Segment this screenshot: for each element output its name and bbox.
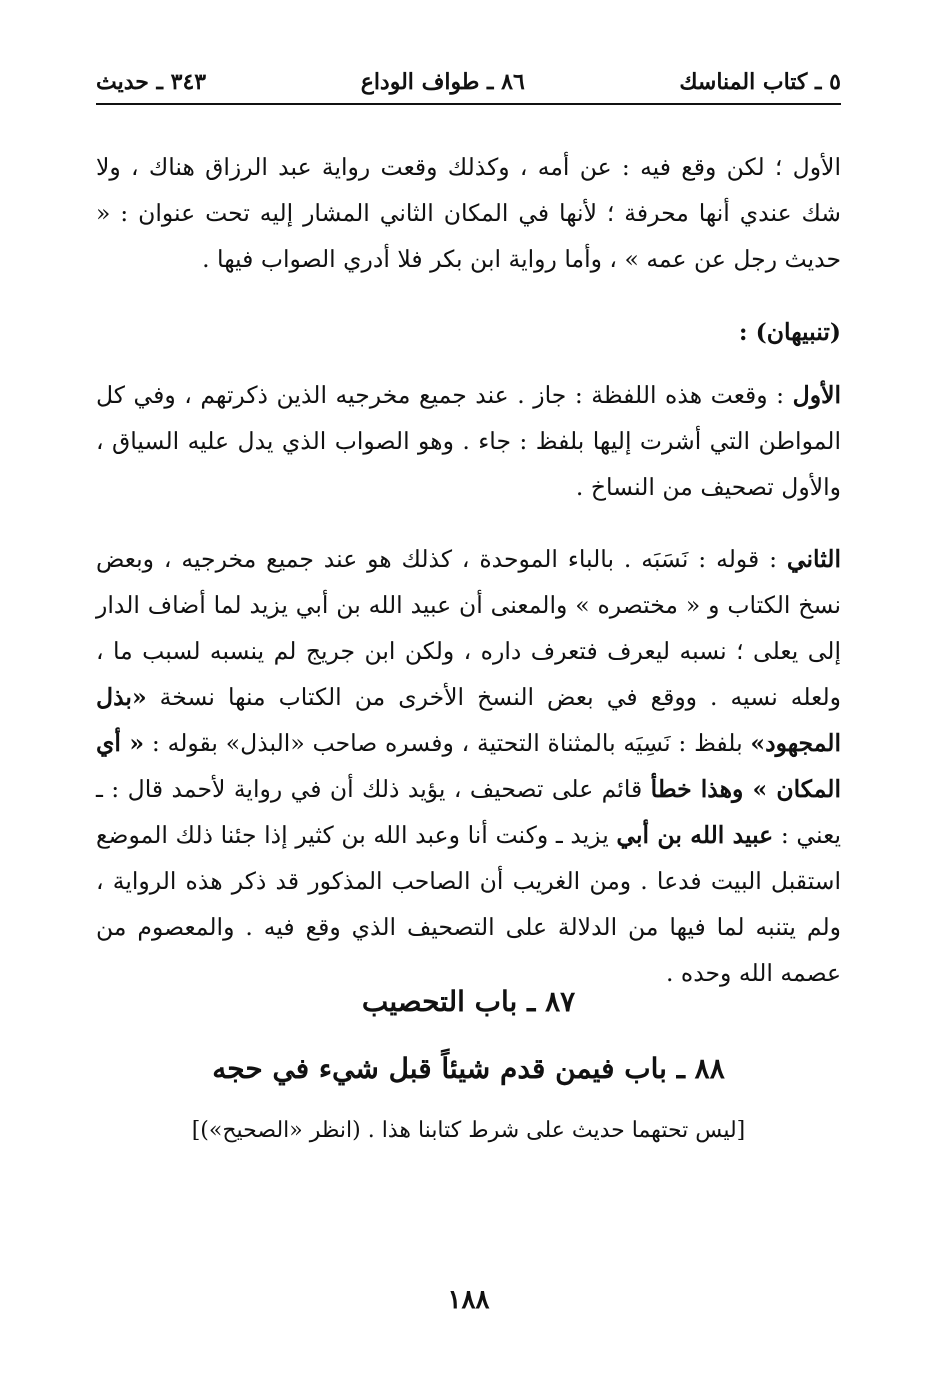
header-chapter-title: ٨٦ ـ طواف الوداع <box>360 69 525 95</box>
chapter-87-heading: ٨٧ ـ باب التحصيب <box>361 985 576 1018</box>
note-second-bold-1: «بذل المجهود» <box>96 682 841 757</box>
note-second-text-1: : قوله : نَسَبَه . بالباء الموحدة ، كذلك هو عند جميع مخرجيه ، وبعض نسخ الكتاب و « مختصره » والمعنى أن عبيد الله بن أبي يزيد لما أضاف الدار إلى يعلى ؛ نسبه ليعرف فتعرف داره ، ولكن ابن جريج لم ينسبه لسبب ما ، ولعله نسيه . ووقع في بعض النسخ الأخرى من الكتاب منها نسخة <box>96 544 841 711</box>
note-second-text-4: يزيد ـ وكنت أنا وعبد الله بن كثير إذا جئنا ذلك الموضع استقبل البيت فدعا . ومن الغريب أن الصاحب المذكور قد ذكر هذه الرواية ، ولم يتنبه لما فيها من الدلالة على التصحيف الذي وقع فيه . والمعصوم من عصمه الله وحده . <box>96 820 841 987</box>
page-number: ١٨٨ <box>447 1285 490 1315</box>
header-book-title: ٥ ـ كتاب المناسك <box>679 69 841 95</box>
header-hadith-number: ٣٤٣ ـ حديث <box>96 69 207 95</box>
chapter-88-heading: ٨٨ ـ باب فيمن قدم شيئاً قبل شيء في حجه <box>212 1052 725 1085</box>
notes-heading-label: (تنبيهان) : <box>738 317 841 346</box>
note-second <box>96 536 841 996</box>
paragraph-continuation: الأول ؛ لكن وقع فيه : عن أمه ، وكذلك وقعت رواية عبد الرزاق هناك ، ولا شك عندي أنها محرفة ؛ لأنها في المكان الثاني المشار إليه تحت عنوان : « حديث رجل عن عمه » ، وأما رواية ابن بكر فلا أدري الصواب فيها . <box>96 152 841 273</box>
note-second-lead: الثاني <box>786 544 841 573</box>
note-first-lead: الأول <box>792 380 841 409</box>
note-first <box>96 372 841 510</box>
note-second-bold-3: عبيد الله بن أبي <box>616 820 774 849</box>
notes-heading <box>96 309 841 355</box>
note-second-bold-2: « أي المكان » وهذا خطأ <box>96 728 841 803</box>
running-header <box>96 62 841 102</box>
note-second-text-3: قائم على تصحيف ، يؤيد ذلك أن في رواية لأحمد قال : ـ يعني : <box>96 774 841 849</box>
note-first-text: : وقعت هذه اللفظة : جاز . عند جميع مخرجيه الذين ذكرتهم ، وفي كل المواطن التي أشرت إليها بلفظ : جاء . وهو الصواب الذي يدل عليه السياق ، والأول تصحيف من النساخ . <box>96 380 841 501</box>
header-divider <box>96 103 841 105</box>
chapter-note: [ليس تحتهما حديث على شرط كتابنا هذا . (انظر «الصحيح»)] <box>191 1118 746 1143</box>
note-second-text-2: بلفظ : نَسِيَه بالمثناة التحتية ، وفسره صاحب «البذل» بقوله : <box>144 728 751 757</box>
